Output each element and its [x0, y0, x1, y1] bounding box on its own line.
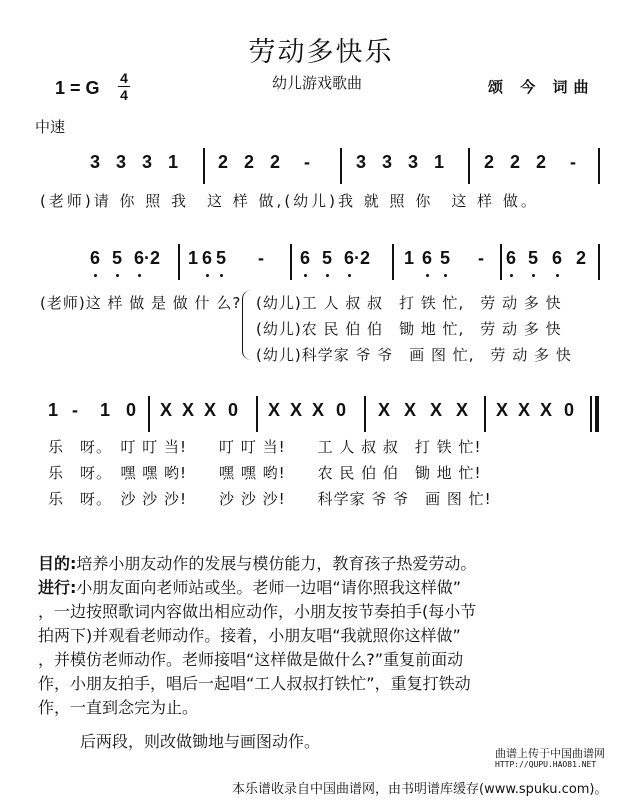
note: 3 [90, 152, 101, 172]
lyrics-line-1: (老师)请 你 照 我 这 样 做,(幼儿)我 就 照 你 这 样 做。 [40, 192, 539, 210]
lyrics-verse-1: (幼儿)工 人 叔 叔 打 铁 忙, 劳 动 多 快 [256, 294, 562, 312]
process-line: 小朋友面向老师站或坐。老师一边唱“请你照我这样做” [76, 578, 461, 597]
measure [506, 248, 598, 280]
note: X [268, 400, 281, 420]
lyrics-line-3-verse-2: 乐 呀。 嘿 嘿 哟! 嘿 嘿 哟! 农 民 伯 伯 锄 地 忙! [48, 464, 482, 482]
closing-line: 后两段，则改做锄地与画图动作。 [80, 732, 321, 751]
note: X [456, 400, 469, 420]
note: 6 [506, 248, 517, 268]
barline [290, 244, 292, 280]
note: 3 [142, 152, 153, 172]
barline [148, 396, 150, 432]
note: 2 [270, 152, 281, 172]
note: 6 [422, 248, 433, 268]
note: 6 [90, 248, 101, 268]
song-title: 劳动多快乐 [248, 37, 394, 68]
barline [203, 148, 205, 184]
measure [268, 400, 364, 432]
note: - [570, 152, 576, 172]
note: 6 [202, 248, 213, 268]
note: 2 [484, 152, 495, 172]
purpose-paragraph [38, 552, 476, 576]
note: 2 [244, 152, 255, 172]
verse-brace [242, 290, 251, 360]
note: X [430, 400, 443, 420]
note: - [304, 152, 310, 172]
lyrics-verse-2: (幼儿)农 民 伯 伯 锄 地 忙, 劳 动 多 快 [256, 320, 562, 338]
note: X [182, 400, 195, 420]
measure [484, 152, 594, 184]
note: X [290, 400, 303, 420]
measure [48, 400, 148, 432]
note: 0 [336, 400, 347, 420]
note: X [518, 400, 531, 420]
time-signature [118, 70, 130, 103]
lyrics-line-2-lead: (老师)这 样 做 是 做 什 么? [40, 294, 242, 312]
measure [218, 152, 338, 184]
note: 0 [126, 400, 137, 420]
note: 0 [564, 400, 575, 420]
note: X [312, 400, 325, 420]
measure [404, 248, 496, 280]
measure [160, 400, 256, 432]
note: X [540, 400, 553, 420]
note: 2 [218, 152, 229, 172]
time-signature-bottom: 4 [120, 87, 128, 103]
note: 1 [434, 152, 445, 172]
lyrics-line-3-verse-1: 乐 呀。 叮 叮 当! 叮 叮 当! 工 人 叔 叔 打 铁 忙! [48, 438, 482, 456]
note: X [496, 400, 509, 420]
barline [178, 244, 180, 280]
process-line: 作，一直到念完为止。 [38, 698, 199, 717]
lyrics-line-3-verse-3: 乐 呀。 沙 沙 沙! 沙 沙 沙! 科学家 爷 爷 画 图 忙! [48, 490, 492, 508]
process-line: ，并模仿老师动作。老师接唱“这样做是做什么?”重复前面动 [38, 650, 464, 669]
tempo-marking: 中速 [35, 118, 66, 136]
note: 6 [300, 248, 311, 268]
measure [90, 152, 200, 184]
footer-source: 本乐谱收录自中国曲谱网，由书明谱库缓存(www.spuku.com)。 [232, 782, 608, 797]
song-subtitle: 幼儿游戏歌曲 [272, 74, 363, 92]
measure [496, 400, 592, 432]
process-paragraph [38, 576, 461, 600]
barline [590, 396, 592, 432]
measure [188, 248, 288, 280]
barline [468, 148, 470, 184]
notation-line-1 [0, 152, 642, 184]
key-signature: 1 = G [55, 78, 100, 98]
watermark-line-1: 曲谱上传于中国曲谱网 [495, 747, 605, 760]
note: 5 [528, 248, 539, 268]
note: 3 [408, 152, 419, 172]
note: X [160, 400, 173, 420]
note: 1 [168, 152, 179, 172]
note: X [404, 400, 417, 420]
note: - [258, 248, 264, 268]
note: 2 [510, 152, 521, 172]
process-line: 拍两下)并观看老师动作。接着，小朋友唱“我就照你这样做” [38, 626, 461, 645]
lyrics-verse-3: (幼儿)科学家 爷 爷 画 图 忙, 劳 动 多 快 [256, 346, 572, 364]
watermark-line-2: HTTP://QUPU.HAO81.NET [495, 760, 597, 769]
note: - [478, 248, 484, 268]
note: 2 [576, 248, 587, 268]
note: 1 [404, 248, 415, 268]
barline [256, 396, 258, 432]
note: X [378, 400, 391, 420]
barline [598, 148, 600, 184]
note: X [204, 400, 217, 420]
note: 5 [440, 248, 451, 268]
process-line: ，一边按照歌词内容做出相应动作，小朋友按节奏拍手(每小节 [38, 602, 477, 621]
note: 6·2 [134, 248, 161, 268]
note: 2 [536, 152, 547, 172]
barline [340, 148, 342, 184]
note: 6 [552, 248, 563, 268]
notation-line-2 [0, 248, 642, 280]
composer-credit: 颂 今 词曲 [488, 78, 595, 96]
note: - [72, 400, 78, 420]
process-line: 作，小朋友拍手，唱后一起唱“工人叔叔打铁忙”，重复打铁动 [38, 674, 471, 693]
measure [90, 248, 180, 280]
barline [484, 396, 486, 432]
notation-line-3 [0, 400, 642, 432]
note: 1 [188, 248, 199, 268]
measure [356, 152, 466, 184]
final-barline [595, 396, 599, 432]
barline [364, 396, 366, 432]
note: 5 [216, 248, 227, 268]
purpose-label: 目的: [38, 554, 77, 573]
note: 5 [112, 248, 123, 268]
note: 3 [116, 152, 127, 172]
note: 3 [356, 152, 367, 172]
measure [378, 400, 478, 432]
barline [392, 244, 394, 280]
barline [598, 244, 600, 280]
purpose-text: 培养小朋友动作的发展与模仿能力，教育孩子热爱劳动。 [76, 554, 477, 573]
note: 0 [228, 400, 239, 420]
barline [500, 244, 502, 280]
note: 1 [48, 400, 59, 420]
note: 5 [322, 248, 333, 268]
note: 3 [382, 152, 393, 172]
note: 6·2 [344, 248, 371, 268]
time-signature-top: 4 [120, 70, 128, 86]
process-label: 进行: [38, 578, 77, 597]
measure [300, 248, 390, 280]
note: 1 [100, 400, 111, 420]
